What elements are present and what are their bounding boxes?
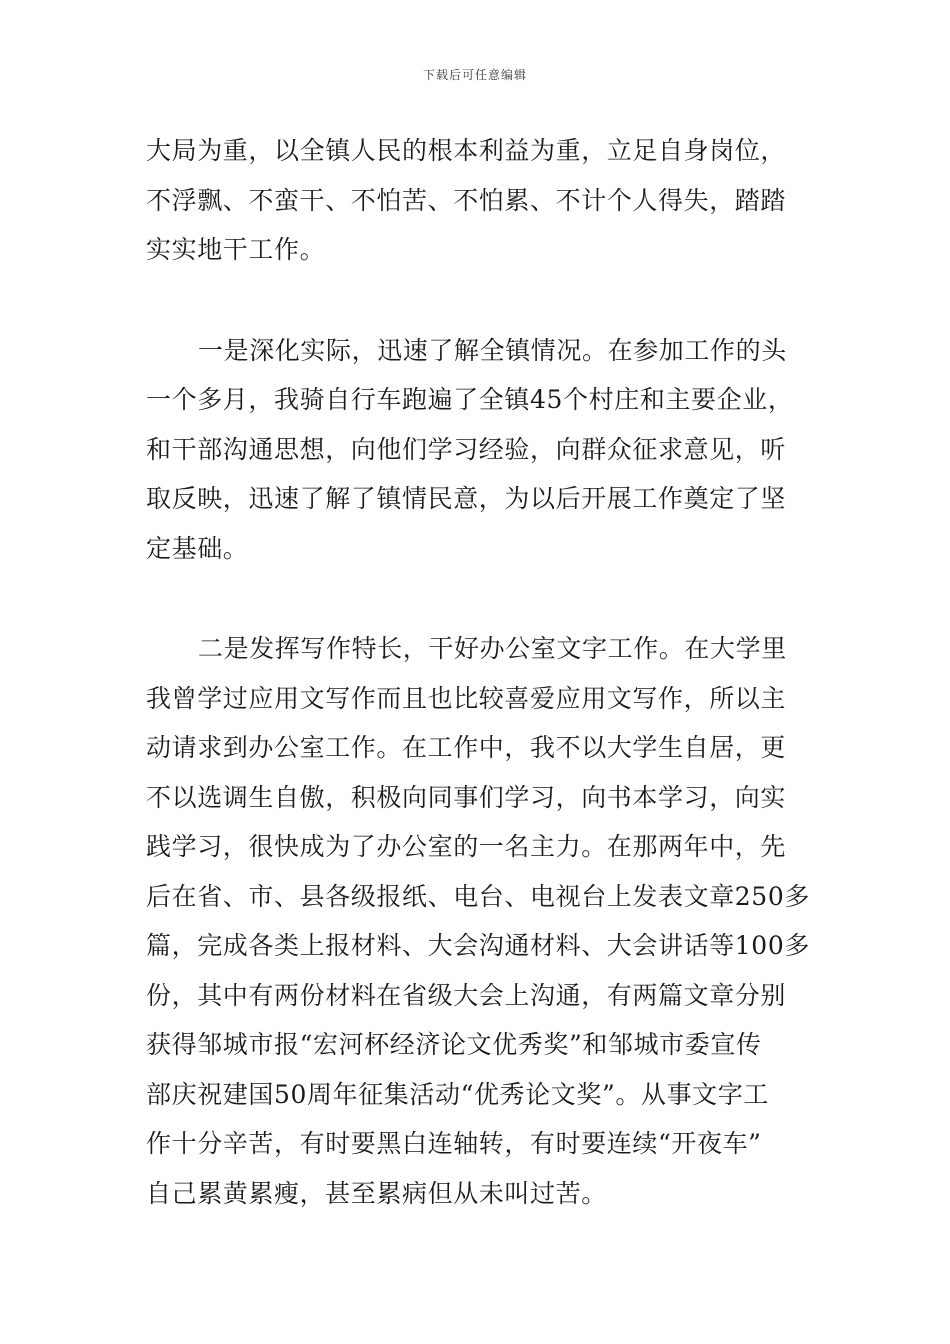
text-line: 篇，完成各类上报材料、大会沟通材料、大会讲话等100多: [146, 931, 810, 960]
paragraph-1: [146, 126, 806, 275]
document-body: [146, 126, 810, 1218]
text-line: 取反映，迅速了解了镇情民意，为以后开展工作奠定了坚: [146, 484, 787, 513]
text-line: 部庆祝建国50周年征集活动“优秀论文奖”。从事文字工: [146, 1079, 769, 1109]
text-line: 我曾学过应用文写作而且也比较喜爱应用文写作，所以主: [146, 683, 787, 713]
text-line: 践学习，很快成为了办公室的一名主力。在那两年中，先: [146, 832, 787, 861]
text-line: 二是发挥写作特长，干好办公室文字工作。在大学里: [198, 634, 787, 663]
text-line: 作十分辛苦，有时要黑白连轴转，有时要连续“开夜车”: [146, 1129, 762, 1158]
paragraph-spacer: [146, 573, 806, 624]
paragraph-2: [146, 326, 806, 574]
text-line: 不浮飘、不蛮干、不怕苦、不怕累、不计个人得失，踏踏: [146, 185, 787, 215]
text-line: 定基础。: [146, 533, 249, 563]
text-line: 和干部沟通思想，向他们学习经验，向群众征求意见，听: [146, 434, 787, 464]
text-line: 份，其中有两份材料在省级大会上沟通，有两篇文章分别: [146, 980, 787, 1010]
text-line: 获得邹城市报“宏河杯经济论文优秀奖”和邹城市委宣传: [146, 1030, 762, 1059]
text-line: 一个多月，我骑自行车跑遍了全镇45个村庄和主要企业，: [146, 385, 794, 414]
text-line: 自己累黄累瘦，甚至累病但从未叫过苦。: [146, 1178, 607, 1208]
paragraph-3: [146, 624, 810, 1218]
paragraph-spacer: [146, 275, 806, 326]
text-line: 实实地干工作。: [146, 235, 326, 264]
text-line: 大局为重，以全镇人民的根本利益为重，立足自身岗位，: [146, 136, 787, 165]
text-line: 不以选调生自傲，积极向同事们学习，向书本学习，向实: [146, 782, 787, 812]
text-line: 动请求到办公室工作。在工作中，我不以大学生自居，更: [146, 733, 787, 762]
page-header-note: 下载后可任意编辑: [422, 68, 527, 82]
text-line: 后在省、市、县各级报纸、电台、电视台上发表文章250多: [146, 881, 810, 911]
text-line: 一是深化实际，迅速了解全镇情况。在参加工作的头: [198, 335, 787, 365]
